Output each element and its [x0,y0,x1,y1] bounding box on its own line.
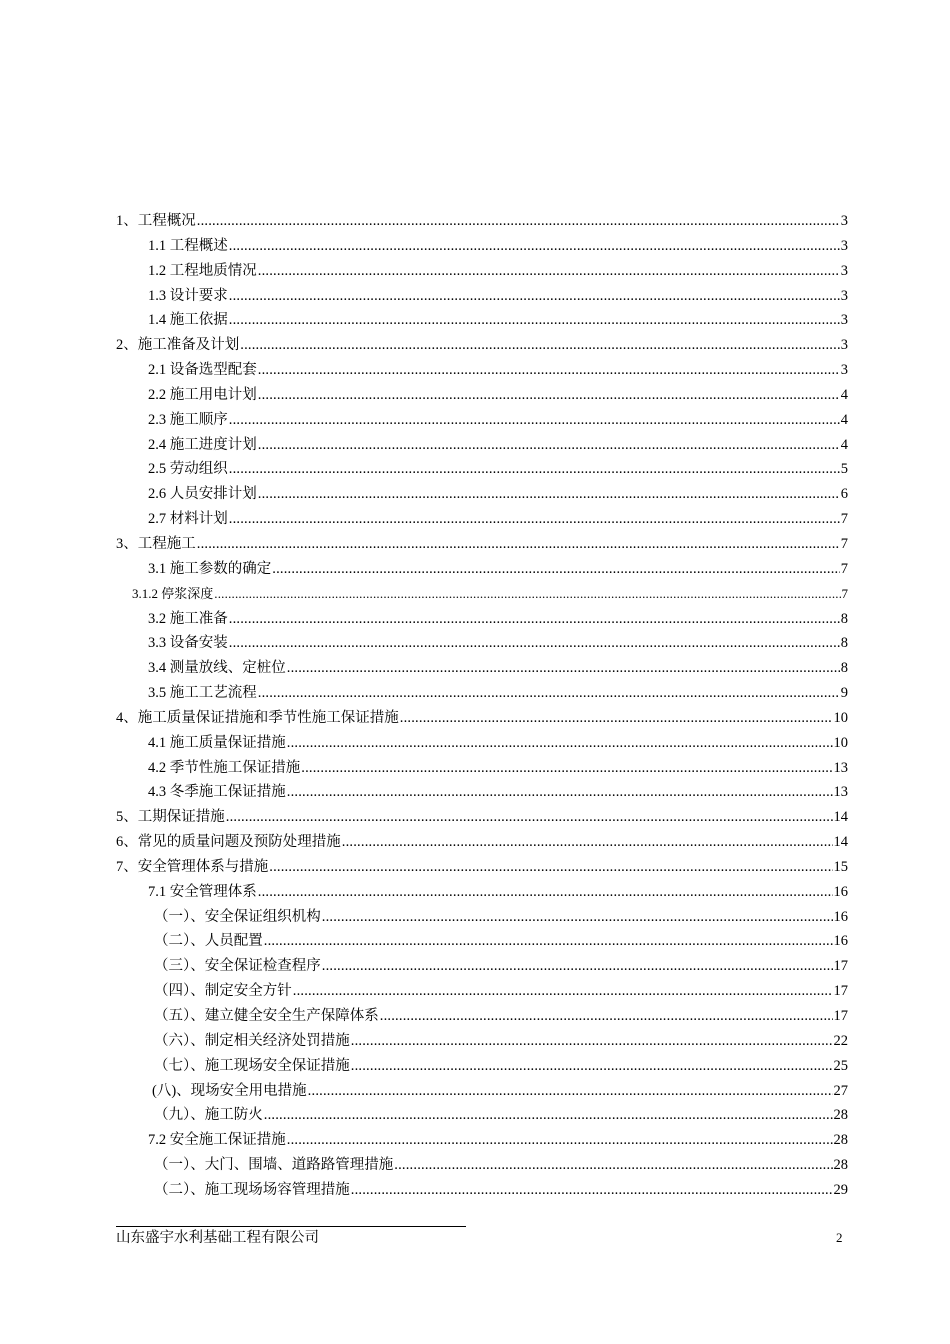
toc-entry-title: 3.3 设备安装 [148,635,228,652]
toc-entry-title: 2.7 材料计划 [148,511,228,528]
toc-entry-page: 13 [833,784,848,801]
toc-entry[interactable] [116,731,848,756]
toc-dot-leader [214,582,840,607]
toc-dot-leader [351,1054,833,1079]
toc-entry[interactable] [116,209,848,234]
toc-dot-leader [351,1178,833,1203]
toc-entry-title: 1.3 设计要求 [148,287,228,304]
toc-entry-title: 4.1 施工质量保证措施 [148,734,286,751]
toc-entry[interactable] [116,805,848,830]
toc-entry-title: 4.3 冬季施工保证措施 [148,784,286,801]
toc-entry-title: 1、工程概况 [116,213,196,229]
toc-entry-page: 16 [833,883,848,900]
toc-entry-page: 16 [833,908,848,925]
toc-entry-title: 5、工期保证措施 [116,809,225,826]
toc-entry[interactable] [116,1054,848,1079]
toc-dot-leader [229,507,840,532]
toc-entry[interactable] [116,756,848,781]
toc-entry-page: 3 [840,312,848,329]
toc-entry[interactable] [116,929,848,954]
toc-dot-leader [293,979,833,1004]
toc-entry-page: 7 [840,511,848,528]
toc-entry-title: （六）、制定相关经济处罚措施 [154,1032,350,1049]
toc-dot-leader [229,607,840,632]
toc-dot-leader [197,532,840,557]
toc-entry-title: 7.1 安全管理体系 [148,883,257,900]
toc-dot-leader [301,756,832,781]
toc-entry[interactable] [116,383,848,408]
toc-entry[interactable] [116,482,848,507]
toc-entry-page: 10 [833,709,848,726]
toc-entry[interactable] [116,855,848,880]
toc-entry-title: 2、施工准备及计划 [116,337,240,354]
toc-entry-title: （五）、建立健全安全生产保障体系 [154,1008,379,1024]
toc-entry-page: 7 [840,535,848,552]
toc-dot-leader [287,1128,833,1153]
toc-entry-title: （四）、制定安全方针 [154,983,292,1000]
toc-dot-leader [287,656,840,681]
toc-entry[interactable] [116,333,848,358]
toc-entry[interactable] [116,979,848,1004]
toc-entry[interactable] [116,234,848,259]
toc-entry-title: 1.2 工程地质情况 [148,262,257,279]
toc-dot-leader [269,855,832,880]
toc-entry-title: 7.2 安全施工保证措施 [148,1132,286,1149]
toc-entry[interactable] [116,1004,848,1029]
toc-entry[interactable] [116,358,848,383]
toc-entry-page: 3 [840,262,848,279]
toc-dot-leader [287,780,833,805]
toc-entry-page: 3 [840,337,848,354]
toc-dot-leader [400,706,833,731]
toc-entry-page: 17 [833,958,848,975]
toc-entry[interactable] [116,631,848,656]
toc-dot-leader [272,557,840,582]
toc-entry[interactable] [116,1178,848,1203]
table-of-contents [116,209,848,1203]
toc-dot-leader [380,1004,833,1029]
footer-company-name: 山东盛宇水利基础工程有限公司 [116,1230,319,1246]
toc-entry[interactable] [116,954,848,979]
toc-dot-leader [258,433,840,458]
toc-entry-title: (八)、现场安全用电措施 [152,1082,307,1099]
toc-entry[interactable] [116,706,848,731]
toc-entry-page: 3 [840,362,848,379]
toc-entry-page: 7 [841,585,848,601]
toc-entry-page: 10 [833,734,848,751]
toc-entry-page: 5 [840,461,848,478]
toc-entry[interactable] [116,780,848,805]
toc-dot-leader [264,1103,833,1128]
toc-entry-page: 3 [840,213,848,229]
toc-dot-leader [342,830,833,855]
toc-entry-title: 4、施工质量保证措施和季节性施工保证措施 [116,709,399,726]
toc-entry-title: 2.2 施工用电计划 [148,386,257,403]
toc-entry-page: 14 [833,809,848,826]
toc-entry-page: 6 [840,486,848,503]
toc-entry[interactable] [116,880,848,905]
toc-dot-leader [264,929,833,954]
toc-entry-page: 28 [833,1157,848,1174]
toc-entry-page: 27 [833,1082,848,1099]
toc-entry[interactable] [116,1153,848,1178]
toc-dot-leader [394,1153,832,1178]
toc-dot-leader [229,234,840,259]
toc-dot-leader [258,259,840,284]
toc-entry[interactable] [116,681,848,706]
toc-entry-title: 2.4 施工进度计划 [148,436,257,453]
toc-entry[interactable] [116,557,848,582]
toc-entry-page: 28 [833,1132,848,1149]
toc-entry[interactable] [116,1103,848,1128]
toc-entry-page: 9 [840,685,848,702]
toc-entry-page: 22 [833,1032,848,1049]
toc-dot-leader [258,383,840,408]
toc-entry[interactable] [116,457,848,482]
toc-dot-leader [229,308,840,333]
toc-entry-title: （二）、施工现场场容管理措施 [154,1181,350,1198]
toc-entry-title: 2.5 劳动组织 [148,461,228,478]
toc-entry-page: 7 [840,560,848,577]
toc-dot-leader [229,408,840,433]
toc-entry[interactable] [116,507,848,532]
toc-entry-title: （九）、施工防火 [154,1107,263,1124]
toc-dot-leader [258,482,840,507]
toc-entry[interactable] [116,656,848,681]
toc-entry-page: 17 [833,983,848,1000]
toc-entry-title: 1.4 施工依据 [148,312,228,329]
toc-entry-page: 28 [833,1107,848,1124]
toc-entry[interactable] [116,308,848,333]
toc-dot-leader [229,457,840,482]
toc-entry-page: 4 [840,411,848,428]
toc-entry-title: 3.5 施工工艺流程 [148,685,257,702]
toc-entry-page: 4 [840,386,848,403]
toc-entry[interactable] [116,830,848,855]
toc-entry-title: 7、安全管理体系与措施 [116,858,269,875]
toc-entry-page: 4 [840,436,848,453]
toc-entry-page: 13 [833,759,848,776]
toc-entry[interactable] [116,284,848,309]
toc-dot-leader [308,1079,833,1104]
toc-entry[interactable] [116,408,848,433]
toc-entry-page: 8 [840,660,848,677]
toc-entry-title: 2.6 人员安排计划 [148,486,257,503]
toc-entry-page: 25 [833,1057,848,1074]
toc-entry-page: 14 [833,834,848,851]
toc-entry-title: 6、常见的质量问题及预防处理措施 [116,834,341,851]
toc-entry-page: 3 [840,237,848,254]
toc-entry-title: 3.4 测量放线、定桩位 [148,660,286,677]
toc-dot-leader [287,731,833,756]
footer-page-number: 2 [836,1230,843,1245]
toc-dot-leader [258,880,833,905]
toc-entry[interactable] [116,433,848,458]
toc-dot-leader [322,905,833,930]
toc-entry-title: 4.2 季节性施工保证措施 [148,759,301,776]
toc-dot-leader [351,1029,833,1054]
toc-entry-title: 3.1 施工参数的确定 [148,560,272,577]
toc-dot-leader [322,954,833,979]
toc-entry-title: （二）、人员配置 [154,933,263,950]
toc-dot-leader [258,358,840,383]
toc-entry[interactable] [116,607,848,632]
toc-dot-leader [258,681,840,706]
toc-entry[interactable] [116,1079,848,1104]
toc-entry-title: 3、工程施工 [116,535,196,552]
toc-entry-title: 2.1 设备选型配套 [148,362,257,379]
toc-entry[interactable] [116,1128,848,1153]
toc-dot-leader [226,805,833,830]
toc-entry-title: （一）、安全保证组织机构 [154,908,321,925]
toc-entry-page: 15 [833,858,848,875]
toc-entry[interactable] [116,905,848,930]
toc-entry[interactable] [116,582,848,607]
toc-entry-page: 29 [833,1181,848,1198]
toc-entry[interactable] [116,1029,848,1054]
toc-entry-page: 16 [833,933,848,950]
toc-dot-leader [240,333,840,358]
toc-entry-page: 8 [840,635,848,652]
toc-entry-page: 17 [833,1008,848,1024]
toc-entry-page: 8 [840,610,848,627]
toc-entry-title: 3.1.2 停浆深度 [132,585,214,601]
toc-entry[interactable] [116,532,848,557]
toc-dot-leader [229,284,840,309]
toc-entry-title: 3.2 施工准备 [148,610,228,627]
toc-entry-title: 2.3 施工顺序 [148,411,228,428]
toc-dot-leader [229,631,840,656]
toc-entry[interactable] [116,259,848,284]
toc-entry-title: （七）、施工现场安全保证措施 [154,1057,350,1074]
toc-entry-page: 3 [840,287,848,304]
toc-entry-title: 1.1 工程概述 [148,237,228,254]
toc-entry-title: （三）、安全保证检查程序 [154,958,321,975]
toc-entry-title: （一）、大门、围墙、道路路管理措施 [154,1157,394,1174]
toc-dot-leader [197,209,840,234]
